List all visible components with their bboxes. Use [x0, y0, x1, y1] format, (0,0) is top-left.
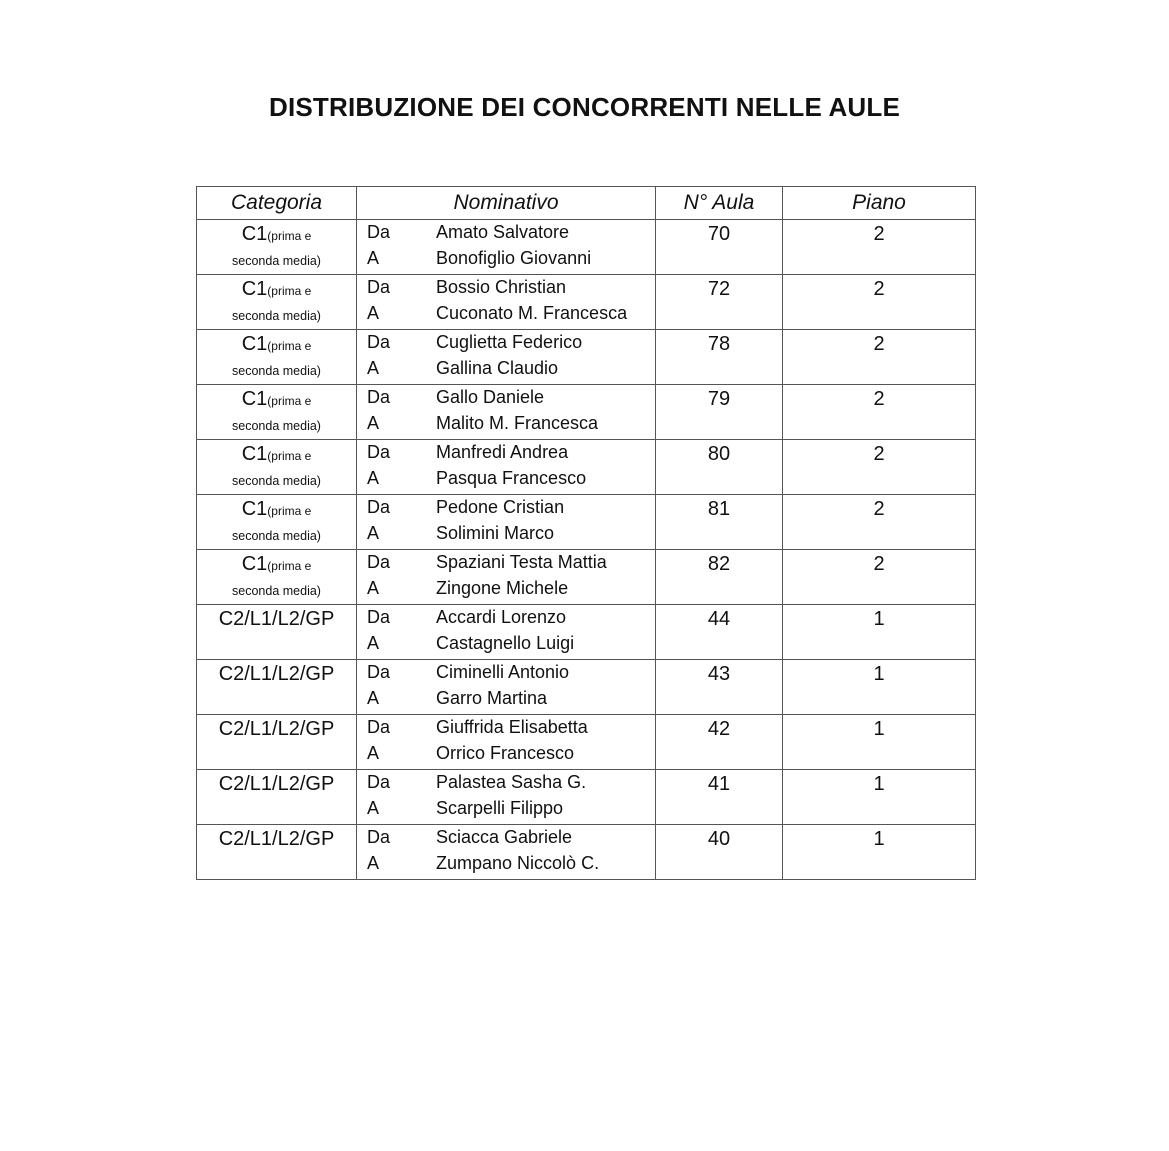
range-to-line — [357, 301, 655, 327]
category-code: C2/L1/L2/GP — [218, 608, 335, 630]
range-to-line — [357, 851, 655, 877]
range-to-line — [357, 686, 655, 712]
piano-number-cell: 2 — [783, 275, 976, 330]
category-cell — [197, 275, 357, 330]
category-cell — [197, 330, 357, 385]
category-label — [197, 440, 356, 467]
category-label — [197, 770, 356, 797]
category-cell — [197, 550, 357, 605]
range-to-label: A — [367, 687, 380, 708]
aula-number-cell: 80 — [656, 440, 783, 495]
category-code: C2/L1/L2/GP — [218, 663, 335, 685]
category-note-continued: seconda media) — [232, 584, 321, 598]
category-label — [197, 385, 356, 412]
piano-number-cell: 2 — [783, 550, 976, 605]
nominativo-cell — [357, 330, 656, 385]
aula-number-cell: 70 — [656, 220, 783, 275]
range-to-line — [357, 796, 655, 822]
aula-number-cell: 82 — [656, 550, 783, 605]
aula-number-cell: 40 — [656, 825, 783, 880]
range-to-name: Zingone Michele — [436, 577, 569, 598]
nominativo-cell — [357, 715, 656, 770]
range-to-name: Garro Martina — [436, 687, 548, 708]
range-from-line — [357, 275, 655, 301]
table-row — [197, 330, 976, 385]
range-to-label: A — [367, 467, 380, 488]
category-cell — [197, 770, 357, 825]
category-code: C1 — [241, 498, 268, 520]
aula-number-cell: 42 — [656, 715, 783, 770]
table-row — [197, 825, 976, 880]
classroom-distribution-table — [196, 186, 976, 880]
category-label — [197, 330, 356, 357]
page-title: DISTRIBUZIONE DEI CONCORRENTI NELLE AULE — [268, 92, 901, 122]
range-to-line — [357, 246, 655, 272]
piano-number-cell: 2 — [783, 330, 976, 385]
category-note-continued: seconda media) — [232, 529, 321, 543]
range-from-line — [357, 440, 655, 466]
range-from-line — [357, 770, 655, 796]
nominativo-cell — [357, 275, 656, 330]
range-from-label: Da — [367, 277, 391, 298]
nominativo-cell — [357, 660, 656, 715]
range-to-label: A — [367, 742, 380, 763]
nominativo-cell — [357, 220, 656, 275]
range-to-label: A — [367, 522, 380, 543]
range-to-label: A — [367, 357, 380, 378]
header-nominativo: Nominativo — [357, 187, 656, 220]
category-note-continued — [197, 742, 356, 746]
category-note: (prima e — [267, 449, 312, 463]
nominativo-cell — [357, 550, 656, 605]
range-from-name: Gallo Daniele — [436, 387, 545, 408]
table-row — [197, 605, 976, 660]
category-label — [197, 825, 356, 852]
range-from-line — [357, 715, 655, 741]
category-note-continued: seconda media) — [232, 474, 321, 488]
table-row — [197, 550, 976, 605]
category-note: (prima e — [267, 559, 312, 573]
category-code: C2/L1/L2/GP — [218, 718, 335, 740]
range-from-label: Da — [367, 772, 391, 793]
range-to-name: Cuconato M. Francesca — [436, 302, 628, 323]
category-note: (prima e — [267, 284, 312, 298]
category-label — [197, 550, 356, 577]
range-to-name: Castagnello Luigi — [436, 632, 575, 653]
range-from-label: Da — [367, 552, 391, 573]
category-note-continued: seconda media) — [232, 309, 321, 323]
range-to-label: A — [367, 577, 380, 598]
range-from-line — [357, 550, 655, 576]
header-aula: N° Aula — [656, 187, 783, 220]
header-categoria: Categoria — [197, 187, 357, 220]
aula-number-cell: 79 — [656, 385, 783, 440]
category-note: (prima e — [267, 339, 312, 353]
range-from-label: Da — [367, 442, 391, 463]
table-header-row — [197, 187, 976, 220]
range-from-line — [357, 825, 655, 851]
range-from-name: Bossio Christian — [436, 277, 567, 298]
range-to-label: A — [367, 632, 380, 653]
category-note-continued — [197, 852, 356, 856]
range-to-line — [357, 576, 655, 602]
nominativo-cell — [357, 605, 656, 660]
piano-number-cell: 1 — [783, 715, 976, 770]
category-code: C1 — [241, 278, 268, 300]
nominativo-cell — [357, 440, 656, 495]
range-from-label: Da — [367, 662, 391, 683]
category-note: (prima e — [267, 229, 312, 243]
category-code: C1 — [241, 553, 268, 575]
category-cell — [197, 825, 357, 880]
range-from-line — [357, 660, 655, 686]
category-label — [197, 495, 356, 522]
range-from-name: Spaziani Testa Mattia — [436, 552, 607, 573]
category-cell — [197, 715, 357, 770]
category-code: C2/L1/L2/GP — [218, 773, 335, 795]
range-from-name: Ciminelli Antonio — [436, 662, 570, 683]
category-note-continued: seconda media) — [232, 364, 321, 378]
range-from-name: Sciacca Gabriele — [436, 827, 573, 848]
category-label — [197, 220, 356, 247]
range-from-label: Da — [367, 387, 391, 408]
category-note: (prima e — [267, 394, 312, 408]
range-from-name: Pedone Cristian — [436, 497, 565, 518]
range-from-label: Da — [367, 497, 391, 518]
nominativo-cell — [357, 385, 656, 440]
nominativo-cell — [357, 770, 656, 825]
range-from-line — [357, 330, 655, 356]
header-piano: Piano — [783, 187, 976, 220]
range-to-name: Bonofiglio Giovanni — [436, 247, 592, 268]
range-from-label: Da — [367, 717, 391, 738]
category-code: C2/L1/L2/GP — [218, 828, 335, 850]
aula-number-cell: 72 — [656, 275, 783, 330]
category-cell — [197, 220, 357, 275]
range-from-line — [357, 220, 655, 246]
category-code: C1 — [241, 443, 268, 465]
table-row — [197, 495, 976, 550]
aula-number-cell: 43 — [656, 660, 783, 715]
range-to-line — [357, 631, 655, 657]
category-cell — [197, 660, 357, 715]
piano-number-cell: 1 — [783, 770, 976, 825]
table-row — [197, 770, 976, 825]
piano-number-cell: 2 — [783, 220, 976, 275]
piano-number-cell: 1 — [783, 660, 976, 715]
piano-number-cell: 2 — [783, 385, 976, 440]
range-from-name: Manfredi Andrea — [436, 442, 569, 463]
range-from-line — [357, 605, 655, 631]
range-to-name: Scarpelli Filippo — [436, 797, 564, 818]
range-to-label: A — [367, 412, 380, 433]
range-to-line — [357, 741, 655, 767]
table-row — [197, 275, 976, 330]
range-to-line — [357, 521, 655, 547]
range-from-name: Cuglietta Federico — [436, 332, 583, 353]
range-to-name: Zumpano Niccolò C. — [436, 852, 600, 873]
range-from-line — [357, 385, 655, 411]
piano-number-cell: 1 — [783, 605, 976, 660]
category-cell — [197, 385, 357, 440]
category-code: C1 — [241, 333, 268, 355]
aula-number-cell: 44 — [656, 605, 783, 660]
range-to-line — [357, 411, 655, 437]
range-to-line — [357, 356, 655, 382]
nominativo-cell — [357, 495, 656, 550]
range-to-label: A — [367, 302, 380, 323]
range-from-name: Accardi Lorenzo — [436, 607, 567, 628]
category-note-continued — [197, 632, 356, 636]
category-note-continued: seconda media) — [232, 419, 321, 433]
range-from-label: Da — [367, 827, 391, 848]
category-note-continued: seconda media) — [232, 254, 321, 268]
range-to-label: A — [367, 852, 380, 873]
table-body — [197, 220, 976, 880]
range-from-name: Amato Salvatore — [436, 222, 570, 243]
aula-number-cell: 81 — [656, 495, 783, 550]
nominativo-cell — [357, 825, 656, 880]
table-row — [197, 660, 976, 715]
range-from-name: Giuffrida Elisabetta — [436, 717, 588, 738]
range-to-name: Orrico Francesco — [436, 742, 575, 763]
category-cell — [197, 605, 357, 660]
range-from-line — [357, 495, 655, 521]
range-to-label: A — [367, 797, 380, 818]
range-to-name: Pasqua Francesco — [436, 467, 587, 488]
category-label — [197, 605, 356, 632]
piano-number-cell: 2 — [783, 495, 976, 550]
range-to-line — [357, 466, 655, 492]
table-row — [197, 440, 976, 495]
table-row — [197, 715, 976, 770]
category-note-continued — [197, 687, 356, 691]
aula-number-cell: 78 — [656, 330, 783, 385]
range-from-label: Da — [367, 332, 391, 353]
range-to-name: Solimini Marco — [436, 522, 555, 543]
range-from-label: Da — [367, 222, 391, 243]
range-from-name: Palastea Sasha G. — [436, 772, 587, 793]
range-to-name: Gallina Claudio — [436, 357, 559, 378]
table-row — [197, 220, 976, 275]
piano-number-cell: 1 — [783, 825, 976, 880]
category-label — [197, 275, 356, 302]
piano-number-cell: 2 — [783, 440, 976, 495]
category-cell — [197, 495, 357, 550]
table-row — [197, 385, 976, 440]
category-note-continued — [197, 797, 356, 801]
aula-number-cell: 41 — [656, 770, 783, 825]
category-note: (prima e — [267, 504, 312, 518]
category-code: C1 — [241, 223, 268, 245]
category-code: C1 — [241, 388, 268, 410]
range-to-label: A — [367, 247, 380, 268]
category-label — [197, 660, 356, 687]
category-cell — [197, 440, 357, 495]
range-to-name: Malito M. Francesca — [436, 412, 599, 433]
category-label — [197, 715, 356, 742]
range-from-label: Da — [367, 607, 391, 628]
